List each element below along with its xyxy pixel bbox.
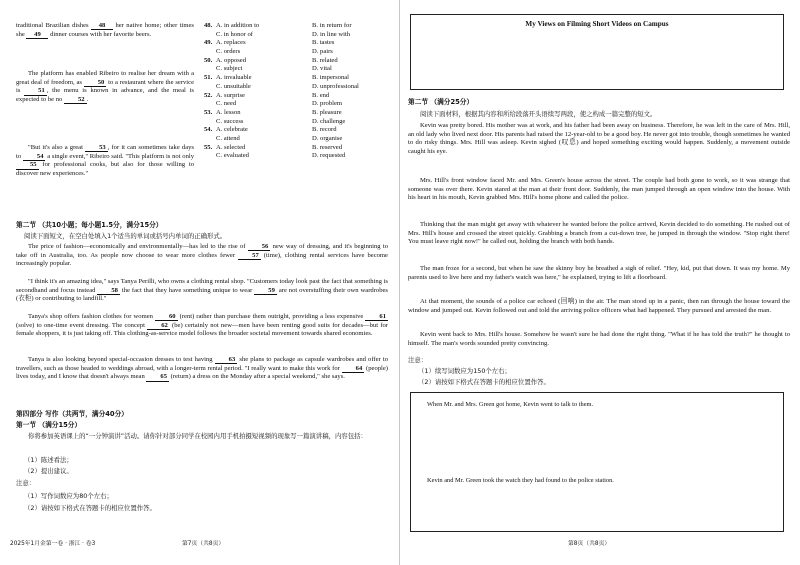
continuation-note-1: （1）续写词数应为150个左右； <box>418 367 511 375</box>
grammar-paragraph-1: The price of fashion—economically and environmentally—has led to the rise of 56 new way of dressing, and it's beginning to take off in Australia, too. As people now choose to wear more clothes fewer 57 (time), clothing rental services have become increasingly popular. <box>16 243 388 268</box>
writing-note-label: 注意： <box>16 479 36 487</box>
passage-paragraph-1: traditional Brazilian dishes 48 her native home; other times she 49 dinner courses with her favorite beers. <box>16 22 194 38</box>
option-a[interactable]: A. opposed <box>216 56 247 64</box>
option-a[interactable]: A. replaces <box>216 39 246 47</box>
option-b[interactable]: B. tastes <box>312 39 335 47</box>
blank-48[interactable]: 48 <box>91 22 113 30</box>
option-number: 49. <box>204 39 213 47</box>
footer-page-number: 第7页（共8页） <box>182 541 225 547</box>
option-a[interactable]: A. invaluable <box>216 74 252 82</box>
option-d[interactable]: D. in line with <box>312 30 351 38</box>
option-c[interactable]: C. evaluated <box>216 152 249 160</box>
option-b[interactable]: B. pleasure <box>312 108 342 116</box>
blank-63[interactable]: 63 <box>215 356 238 364</box>
option-c[interactable]: C. attend <box>216 134 240 142</box>
option-number: 55. <box>204 143 213 151</box>
section2-heading: 第二节 （共10小题；每小题1.5分，满分15分） <box>16 221 163 229</box>
writing-task: 你将参加英语课上的“一分钟演讲”活动。请你针对部分同学在校园内用手机拍摄短视频的现象写一篇演讲稿，内容包括： <box>28 432 367 440</box>
option-number: 53. <box>204 108 213 116</box>
blank-59[interactable]: 59 <box>254 287 277 295</box>
speech-box-title: My Views on Filming Short Videos on Campus <box>525 20 669 28</box>
blank-49[interactable]: 49 <box>26 31 48 39</box>
paragraph-1-opener: When Mr. and Mrs. Green got home, Kevin went to talk to them. <box>427 401 594 408</box>
blank-60[interactable]: 60 <box>155 313 178 321</box>
option-c[interactable]: C. success <box>216 117 244 125</box>
speech-answer-box[interactable] <box>410 14 784 90</box>
option-number: 52. <box>204 91 213 99</box>
option-a[interactable]: A. surprise <box>216 91 245 99</box>
option-b[interactable]: B. in return for <box>312 22 352 29</box>
continuation-note-2: （2）请按如下格式在答题卡的相应位置作答。 <box>418 378 550 386</box>
blank-56[interactable]: 56 <box>248 243 271 251</box>
option-b[interactable]: B. record <box>312 126 337 134</box>
option-d[interactable]: D. organise <box>312 134 343 142</box>
story-paragraph-4: The man froze for a second, but when he saw the skinny boy he breathed a sigh of relief. "Hey, kid, put that down. It was my home. My parents used to live here and my father's watch was here," he explained, trying to lift a floorboard. <box>408 265 790 281</box>
option-number: 51. <box>204 74 213 82</box>
grammar-paragraph-2: "I think it's an amazing idea," says Tanya Perilli, who owns a clothing rental shop. "Customers today look past the fact that something is secondhand and focus instead 58 the fact that they have something unique to wear 59 are not overstuffing their own wardrobes (衣柜) or contributing to landfill." <box>16 278 388 303</box>
option-c[interactable]: C. subject <box>216 65 243 73</box>
option-d[interactable]: D. requested <box>312 152 346 160</box>
option-number: 48. <box>204 22 213 29</box>
blank-50[interactable]: 50 <box>84 79 107 87</box>
writing-note-1: （1）写作词数应为80个左右； <box>24 492 113 500</box>
section2-instruction: 阅读下面短文，在空白处填入1个适当的单词或括号内单词的正确形式。 <box>24 232 227 240</box>
option-b[interactable]: B. impersonal <box>312 74 349 82</box>
option-d[interactable]: D. challenge <box>312 117 346 125</box>
option-number: 54. <box>204 126 213 134</box>
grammar-paragraph-3: Tanya's shop offers fashion clothes for women 60 (rent) rather than purchase them outright, providing a less expensive 61 (solve) to one-time event dressing. The concept 62 (be) certainly not new—men have been renting good suits for decades—but for female shoppers, it is just taking off. This clothing-as-service model follows the broader societal movement towards shared economies. <box>16 313 389 338</box>
story-paragraph-5: At that moment, the sounds of a police car echoed (回响) in the air. The man stood up in a panic, then ran through the house toward the window and jumped out. Kevin followed out and told the arriving police officers what had happened. They pursued and arrested the man. <box>408 298 790 314</box>
story-paragraph-1: Kevin was pretty bored. His mother was at work, and his father had been away on business. Therefore, he was left in the care of Mrs. Hill, an old lady who lived next door. His parents had raised the 12-year-old to be a good boy. He never got into trouble, though sometimes he wanted to do risky things. Mrs. Hill was asleep. Kevin sighed (叹息) and hoped something exciting would happen. Suddenly, a movement outside caught his eye. <box>408 122 790 156</box>
blank-51[interactable]: 51 <box>24 87 47 95</box>
story-paragraph-6: Kevin went back to Mrs. Hill's house. Somehow he wasn't sure he had done the right thing. "What if he has told the truth?" he thought to himself. The man's words sounded pretty convincing. <box>408 331 790 347</box>
writing-note-2: （2）请按如下格式在答题卡的相应位置作答。 <box>24 504 156 512</box>
option-b[interactable]: B. end <box>312 91 330 99</box>
story-paragraph-2: Mrs. Hill's front window faced Mr. and Mrs. Green's house across the street. The couple had both gone to work, so it was strange that someone was over there. Kevin stared at the man at their front door. Suddenly, the man jumped through an open window into the house. With his heart in his mouth, Kevin grabbed Mrs. Hill's home phone and called the police. <box>408 177 790 202</box>
option-c[interactable]: C. need <box>216 100 237 108</box>
right-page <box>400 0 800 565</box>
paragraph-2-opener: Kevin and Mr. Green took the watch they had found to the police station. <box>427 477 614 484</box>
writing-point-2: （2）提出建议。 <box>24 467 73 475</box>
options-list <box>204 22 408 161</box>
option-number: 50. <box>204 56 213 64</box>
blank-61[interactable]: 61 <box>365 313 388 321</box>
continuation-instruction: 阅读下面材料，根据其内容和所给段落开头语续写两段，使之构成一篇完整的短文。 <box>420 110 657 118</box>
option-a[interactable]: A. lesson <box>216 108 241 116</box>
blank-65[interactable]: 65 <box>146 373 169 381</box>
blank-53[interactable]: 53 <box>85 144 108 152</box>
option-a[interactable]: A. celebrate <box>216 126 248 134</box>
continuation-notes-label: 注意： <box>408 356 428 364</box>
continuation-heading: 第二节 （满分25分） <box>408 98 474 106</box>
footer-exam-info: 2025年1月金第一卷 · 浙江 · 卷3 <box>10 541 96 547</box>
blank-62[interactable]: 62 <box>147 322 170 330</box>
part4-sec1-heading: 第一节 （满分15分） <box>16 421 82 429</box>
option-b[interactable]: B. reserved <box>312 143 343 151</box>
option-c[interactable]: C. in honor of <box>216 30 253 38</box>
blank-58[interactable]: 58 <box>97 287 120 295</box>
blank-57[interactable]: 57 <box>238 252 261 260</box>
option-b[interactable]: B. related <box>312 56 338 64</box>
blank-64[interactable]: 64 <box>342 365 365 373</box>
option-a[interactable]: A. in addition to <box>216 22 260 29</box>
option-a[interactable]: A. selected <box>216 143 246 151</box>
option-d[interactable]: D. problem <box>312 100 343 108</box>
passage-paragraph-2: The platform has enabled Ribeiro to realise her dream with a great deal of freedom, as 50 to a restaurant where the service is 51 , the menu is known in advance, and the meal is expected to be no 52 . <box>16 70 194 104</box>
option-d[interactable]: D. pairs <box>312 48 333 56</box>
footer-page-number: 第8页（共8页） <box>568 541 611 547</box>
blank-55[interactable]: 55 <box>16 161 39 169</box>
grammar-paragraph-4: Tanya is also looking beyond special-occasion dresses to test having 63 she plans to package as capsule wardrobes and offer to travellers, such as those headed to weddings abroad, with a longer-term rental period. "I really want to make this work for 64 (people) lives today, and I know that doesn't always mean 65 (return) a dress on the Monday after a special weekend," she says. <box>16 356 388 381</box>
part4-heading: 第四部分 写作（共两节，满分40分） <box>16 410 128 418</box>
blank-54[interactable]: 54 <box>23 153 46 161</box>
writing-point-1: （1）陈述看法； <box>24 456 73 464</box>
option-c[interactable]: C. orders <box>216 48 241 56</box>
story-paragraph-3: Thinking that the man might get away with whatever he wanted before the police arrived, Kevin decided to do something. He rushed out of Mrs. Hill's house and crossed the street quickly. Grabbing a branch from a cut-down tree, he jumped in through the window. "Stop right there! You must leave right now!" he called out, holding the branch with both hands. <box>408 221 790 246</box>
passage-paragraph-3: "But it's also a great 53 , for it can sometimes take days to 54 a single event," Ribeiro said. "This platform is not only 55 for professional cooks, but also for those willing to discover new experiences." <box>16 144 195 178</box>
option-c[interactable]: C. unsuitable <box>216 82 251 90</box>
option-d[interactable]: D. unprofessional <box>312 82 359 90</box>
continuation-answer-box[interactable] <box>410 392 784 532</box>
blank-52[interactable]: 52 <box>64 96 87 104</box>
option-d[interactable]: D. vital <box>312 65 332 73</box>
